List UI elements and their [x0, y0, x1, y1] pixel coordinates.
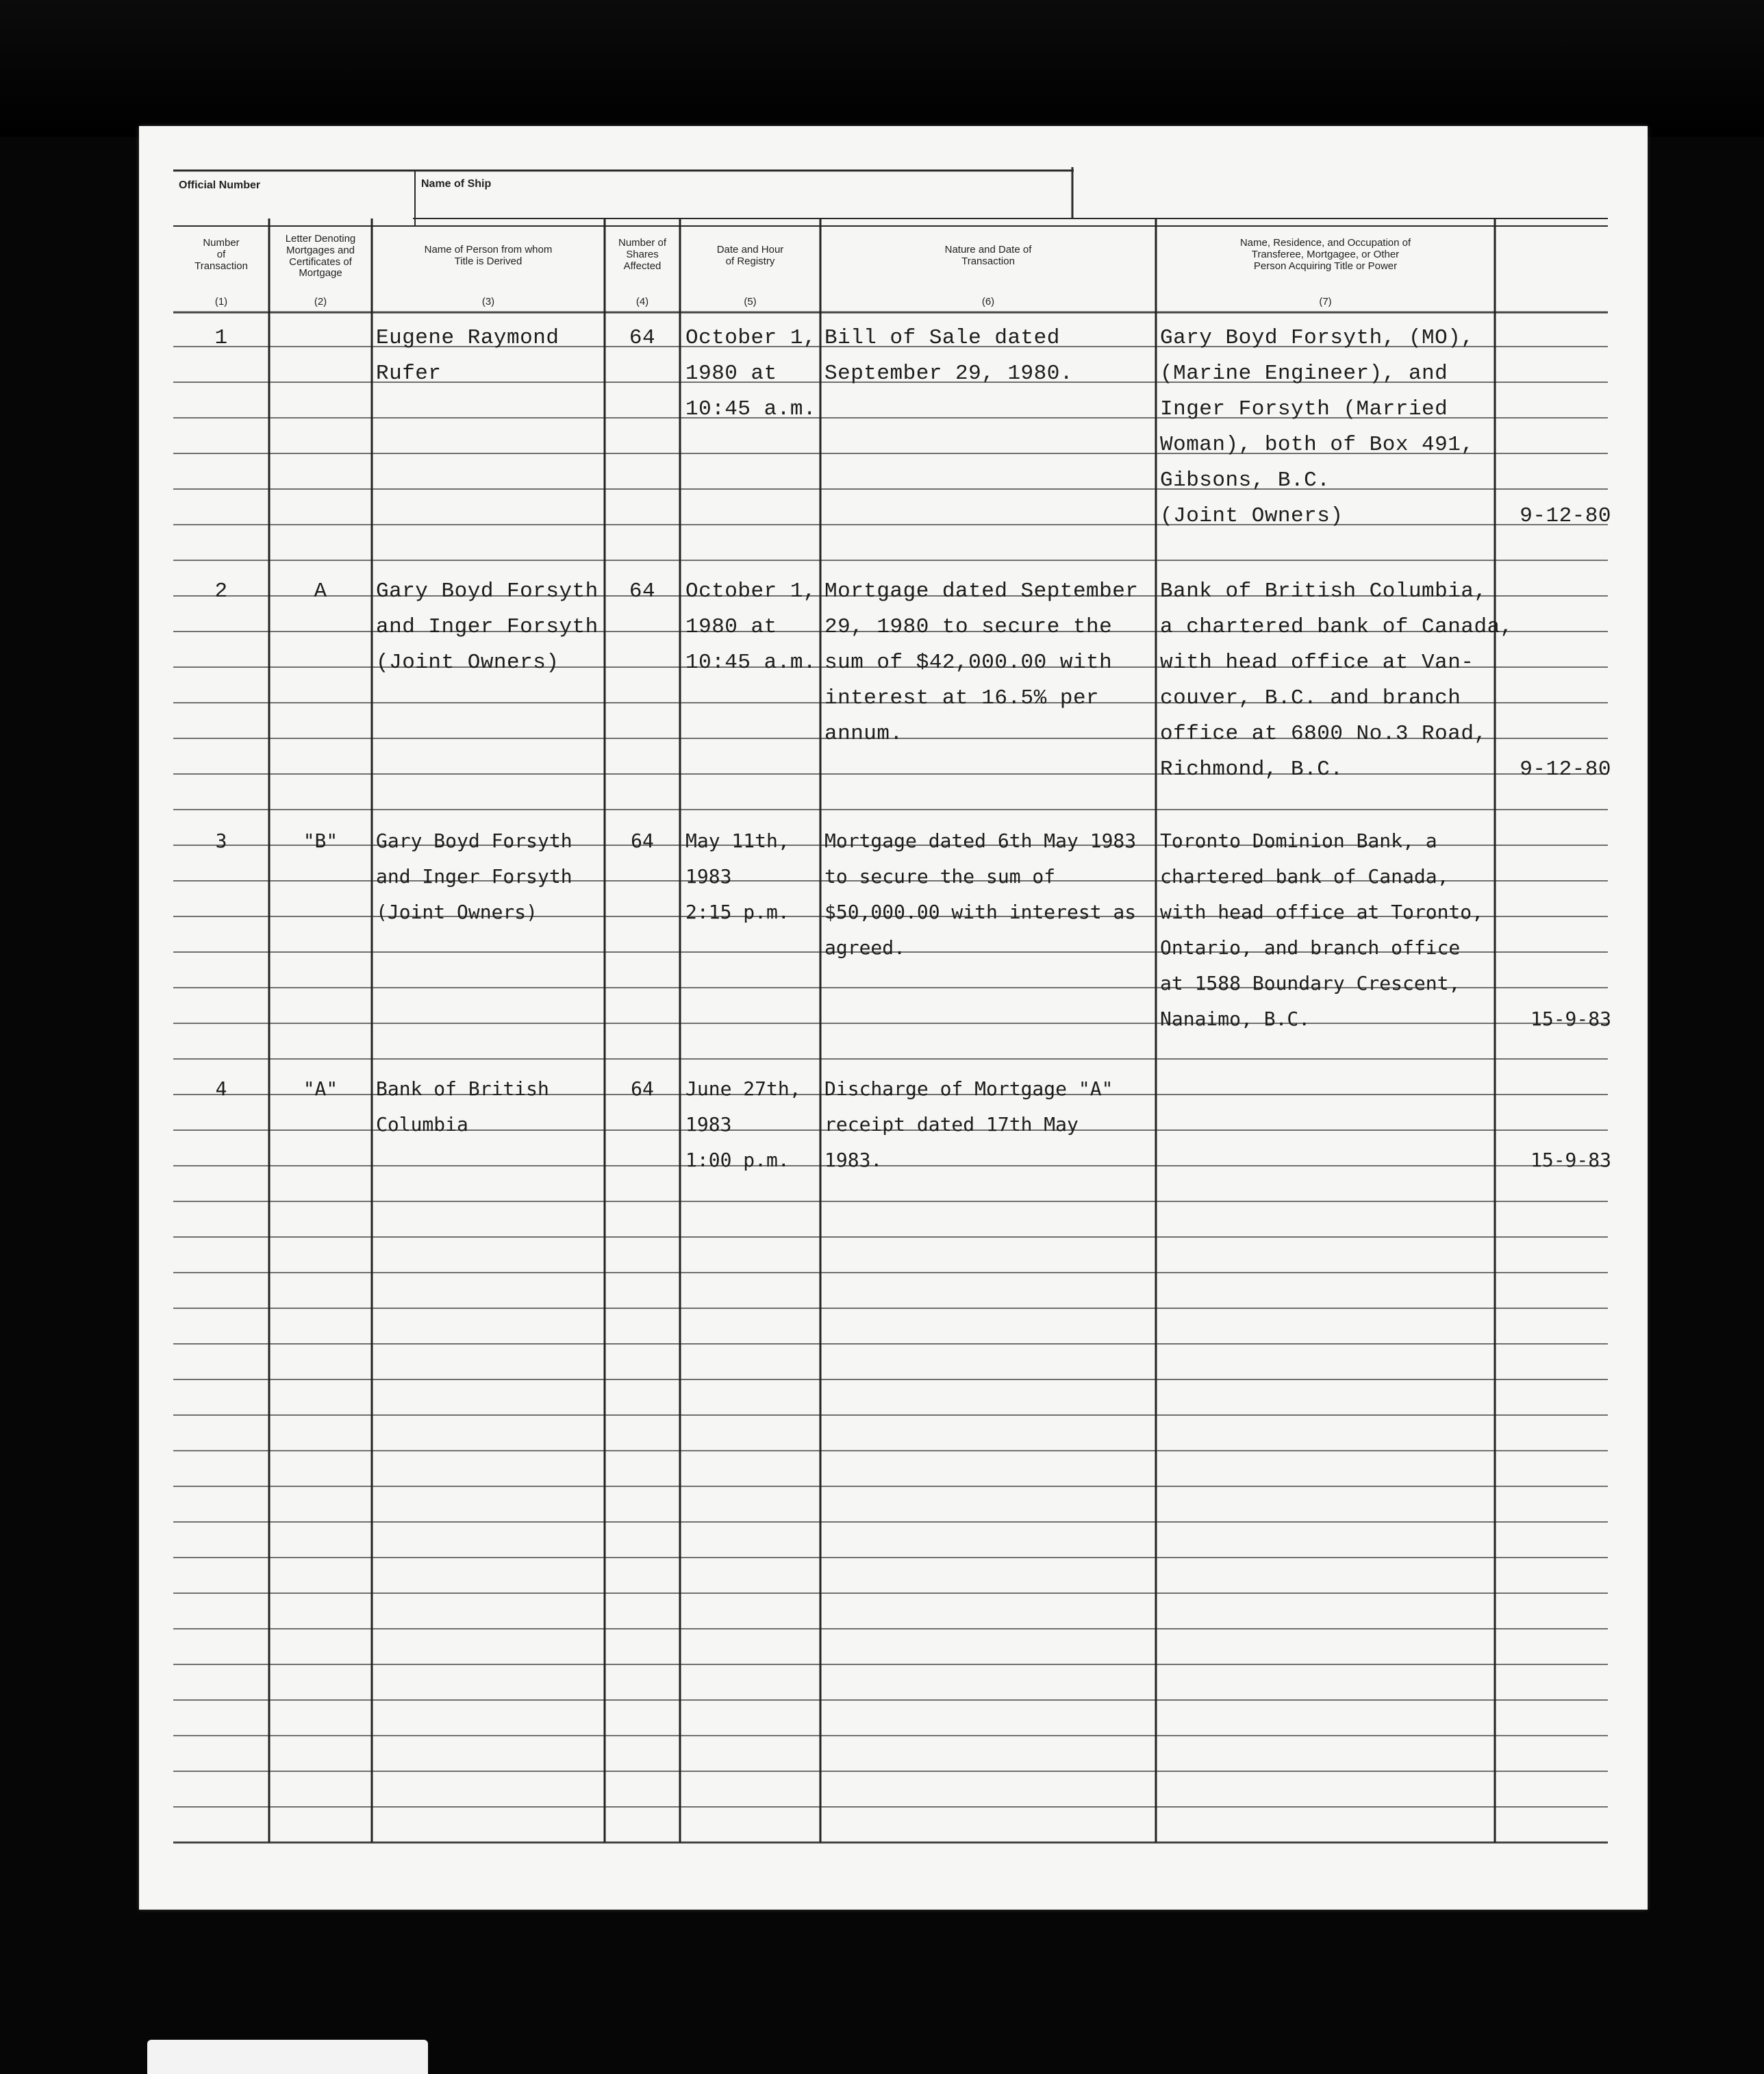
column-header	[1156, 238, 1495, 272]
column-header-line: Number of	[618, 237, 667, 249]
acquirer-line: office at 6800 No.3 Road,	[1160, 722, 1487, 746]
column-number: (3)	[481, 296, 495, 308]
registry-line: October 1,	[685, 579, 817, 603]
nature-line: annum.	[824, 722, 903, 746]
acquirer-line: (Marine Engineer), and	[1160, 362, 1448, 386]
nature-line: 1983.	[824, 1149, 883, 1171]
column-number: (5)	[744, 296, 757, 308]
nature-line: receipt dated 17th May	[824, 1113, 1079, 1136]
column-number: (7)	[1319, 296, 1332, 308]
title-from-line: and Inger Forsyth	[376, 865, 572, 888]
entry-date: 15-9-83	[1530, 1008, 1611, 1030]
acquirer-line: couver, B.C. and branch	[1160, 686, 1461, 710]
acquirer-line: chartered bank of Canada,	[1160, 865, 1449, 888]
nature-line: Bill of Sale dated	[824, 326, 1060, 350]
nature-line: $50,000.00 with interest as	[824, 901, 1137, 923]
column-header-line: Transferee, Mortgagee, or Other	[1251, 248, 1400, 260]
mortgage-letter: "B"	[303, 829, 338, 852]
nature-line: sum of $42,000.00 with	[824, 651, 1113, 675]
title-from-line: Columbia	[376, 1113, 468, 1136]
transaction-number: 3	[215, 829, 227, 852]
column-header	[372, 245, 605, 268]
column-header-line: Letter Denoting	[285, 233, 356, 245]
acquirer-line: Bank of British Columbia,	[1160, 579, 1487, 603]
title-from-line: and Inger Forsyth	[376, 615, 598, 639]
title-from-line: (Joint Owners)	[376, 901, 538, 923]
registry-line: 1983	[685, 865, 732, 888]
nature-line: September 29, 1980.	[824, 362, 1073, 386]
mortgage-letter: "A"	[303, 1077, 338, 1100]
column-header-line: Person Acquiring Title or Power	[1253, 260, 1398, 272]
acquirer-line: with head office at Van-	[1160, 651, 1474, 675]
column-header-line: Name of Person from whom	[424, 244, 553, 255]
nature-line: Mortgage dated September	[824, 579, 1139, 603]
acquirer-line: Nanaimo, B.C.	[1160, 1008, 1311, 1030]
registry-line: 1980 at	[685, 362, 777, 386]
column-header-line: Affected	[623, 260, 662, 272]
registry-line: 2:15 p.m.	[685, 901, 790, 923]
scan-edge-tab	[147, 2040, 428, 2074]
shares-affected: 64	[629, 326, 656, 350]
registry-line: 1980 at	[685, 615, 777, 639]
nature-line: Mortgage dated 6th May 1983	[824, 829, 1137, 852]
entry-date: 15-9-83	[1530, 1149, 1611, 1171]
nature-line: Discharge of Mortgage "A"	[824, 1077, 1113, 1100]
column-header-line: Date and Hour	[716, 244, 784, 255]
ship-name-label: Name of Ship	[421, 178, 492, 190]
registry-line: 1983	[685, 1113, 732, 1136]
acquirer-line: Woman), both of Box 491,	[1160, 433, 1474, 457]
column-header-line: Name, Residence, and Occupation of	[1239, 237, 1411, 249]
column-number: (1)	[214, 296, 228, 308]
entry-date: 9-12-80	[1520, 504, 1611, 528]
transaction-number: 2	[214, 579, 228, 603]
column-number: (2)	[314, 296, 327, 308]
column-header	[605, 238, 680, 272]
acquirer-line: (Joint Owners)	[1160, 504, 1344, 528]
title-from-line: Gary Boyd Forsyth	[376, 579, 598, 603]
entry-date: 9-12-80	[1520, 758, 1611, 782]
title-from-line: (Joint Owners)	[376, 651, 559, 675]
mortgage-letter: A	[314, 579, 327, 603]
column-header-line: Transaction	[961, 255, 1015, 267]
nature-line: 29, 1980 to secure the	[824, 615, 1113, 639]
acquirer-line: Gary Boyd Forsyth, (MO),	[1160, 326, 1474, 350]
title-from-line: Bank of British	[376, 1077, 549, 1100]
column-header-line: Number	[203, 237, 240, 249]
registry-line: May 11th,	[685, 829, 790, 852]
title-from-line: Eugene Raymond	[376, 326, 559, 350]
acquirer-line: at 1588 Boundary Crescent,	[1160, 972, 1461, 995]
column-header-line: Mortgages and	[286, 244, 355, 256]
column-header	[173, 238, 269, 272]
registry-line: 10:45 a.m.	[685, 651, 817, 675]
acquirer-line: with head office at Toronto,	[1160, 901, 1484, 923]
acquirer-line: a chartered bank of Canada,	[1160, 615, 1513, 639]
column-header-line: Mortgage	[299, 267, 342, 279]
column-header-line: Title is Derived	[454, 255, 522, 267]
acquirer-line: Gibsons, B.C.	[1160, 468, 1331, 492]
column-header-line: Shares	[626, 248, 659, 260]
registry-line: October 1,	[685, 326, 817, 350]
nature-line: agreed.	[824, 936, 906, 959]
nature-line: to secure the sum of	[824, 865, 1056, 888]
acquirer-line: Inger Forsyth (Married	[1160, 397, 1448, 421]
transaction-number: 4	[215, 1077, 227, 1100]
column-header-line: of Registry	[725, 255, 775, 267]
acquirer-line: Richmond, B.C.	[1160, 758, 1344, 782]
column-header-line: Nature and Date of	[944, 244, 1032, 255]
official-number-label: Official Number	[179, 179, 261, 191]
column-number: (6)	[981, 296, 995, 308]
scan-background	[0, 0, 1764, 137]
nature-line: interest at 16.5% per	[824, 686, 1100, 710]
column-header-line: Certificates of	[289, 255, 352, 268]
acquirer-line: Ontario, and branch office	[1160, 936, 1461, 959]
register-sheet	[139, 126, 1648, 1910]
title-from-line: Gary Boyd Forsyth	[376, 829, 572, 852]
shares-affected: 64	[629, 579, 656, 603]
shares-affected: 64	[631, 829, 654, 852]
column-header	[680, 245, 820, 268]
transaction-number: 1	[214, 326, 228, 350]
registry-line: 10:45 a.m.	[685, 397, 817, 421]
registry-line: June 27th,	[685, 1077, 801, 1100]
column-header-line: of	[216, 248, 226, 260]
column-header-line: Transaction	[194, 260, 248, 272]
column-header	[820, 245, 1156, 268]
column-header	[269, 234, 372, 279]
title-from-line: Rufer	[376, 362, 442, 386]
column-number: (4)	[635, 296, 649, 308]
acquirer-line: Toronto Dominion Bank, a	[1160, 829, 1437, 852]
shares-affected: 64	[631, 1077, 654, 1100]
registry-line: 1:00 p.m.	[685, 1149, 790, 1171]
